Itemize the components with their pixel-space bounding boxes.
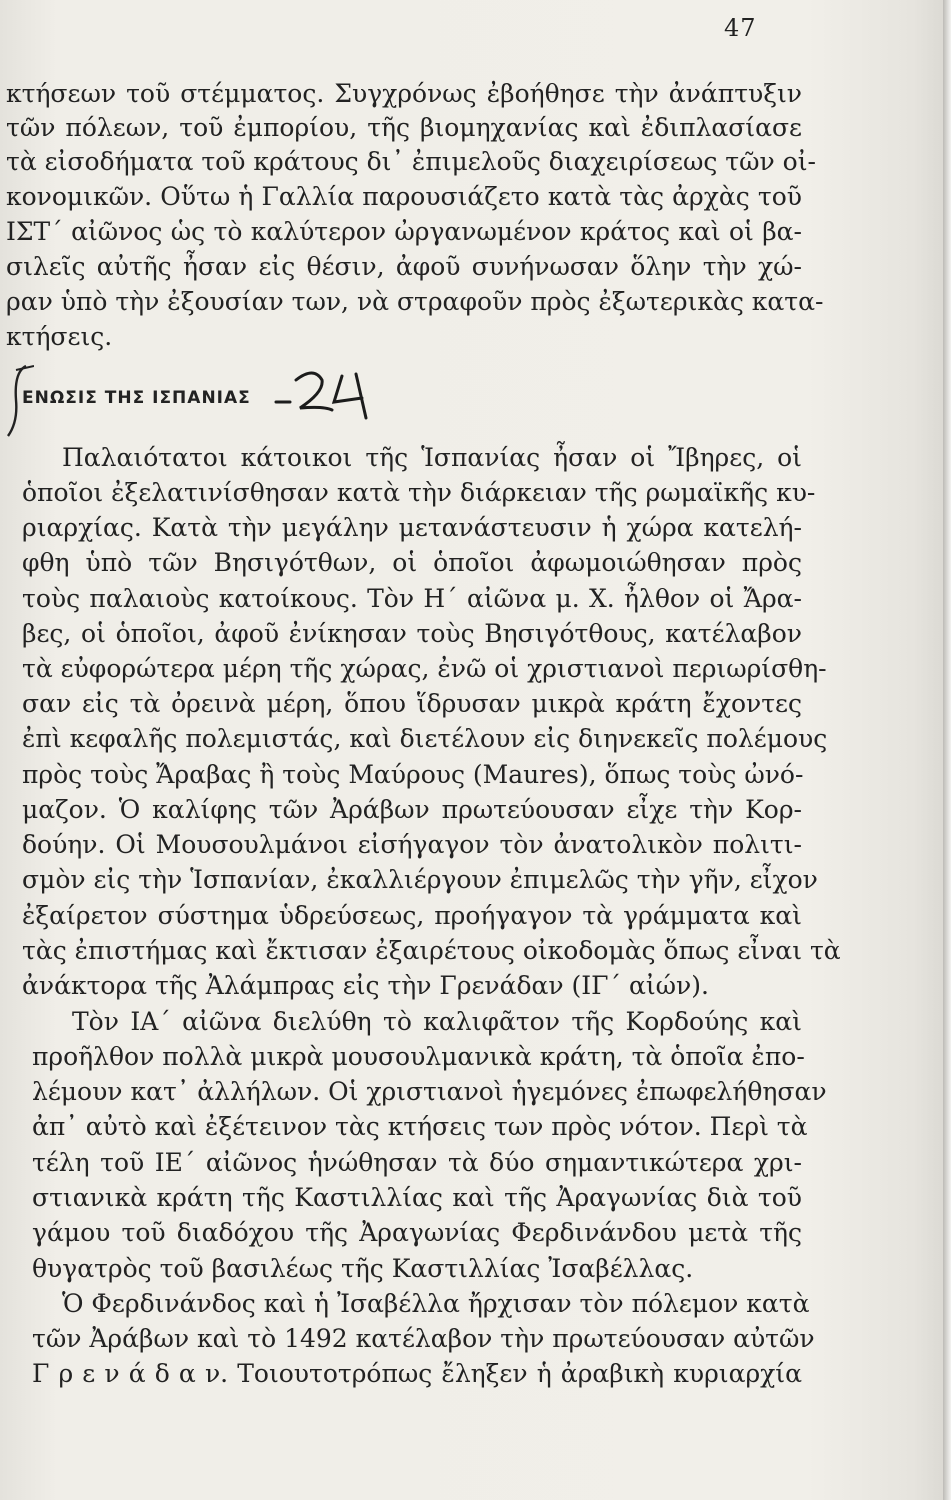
line-text: ἐξαίρετον σύστημα ὑδρεύσεως, προήγαγον τὰ γράμματα καὶ bbox=[22, 901, 802, 930]
text-line bbox=[0, 145, 951, 179]
text-line bbox=[0, 758, 951, 792]
line-text: τὰ εἰσοδήματα τοῦ κράτους δι᾿ ἐπιμελοῦς διαχειρίσεως τῶν οἰ- bbox=[6, 147, 816, 176]
text-line bbox=[0, 969, 951, 1003]
text-line bbox=[0, 320, 951, 354]
text-line bbox=[0, 899, 951, 933]
line-text: ἀνάκτορα τῆς Ἀλάμπρας εἰς τὴν Γρενάδαν (ΙΓ´ αἰών). bbox=[22, 971, 709, 1000]
text-line bbox=[0, 687, 951, 721]
text-line bbox=[0, 441, 951, 475]
line-text: σιλεῖς αὐτῆς ἦσαν εἰς θέσιν, ἀφοῦ συνήνωσαν ὅλην τὴν χώ- bbox=[6, 252, 802, 281]
page-number: 47 bbox=[724, 14, 757, 42]
text-line bbox=[0, 111, 951, 145]
text-line bbox=[0, 652, 951, 686]
text-line bbox=[0, 617, 951, 651]
text-line bbox=[0, 1216, 951, 1250]
line-text: δούην. Οἱ Μουσουλμάνοι εἰσήγαγον τὸν ἀνατολικὸν πολιτι- bbox=[22, 830, 802, 859]
text-line bbox=[0, 934, 951, 968]
section-heading: ΕΝΩΣΙΣ ΤΗΣ ΙΣΠΑΝΙΑΣ bbox=[22, 388, 251, 408]
text-line bbox=[0, 476, 951, 510]
line-text: Γ ρ ε ν ά δ α ν. Τοιουτοτρόπως ἔληξεν ἡ ἀραβικὴ κυριαρχία bbox=[32, 1359, 802, 1388]
line-text: σμὸν εἰς τὴν Ἱσπανίαν, ἐκαλλιέργουν ἐπιμελῶς τὴν γῆν, εἶχον bbox=[22, 865, 818, 894]
text-line bbox=[0, 215, 951, 249]
text-line bbox=[0, 863, 951, 897]
text-line bbox=[0, 1075, 951, 1109]
line-text: στιανικὰ κράτη τῆς Καστιλλίας καὶ τῆς Ἀραγωνίας διὰ τοῦ bbox=[32, 1183, 802, 1212]
line-text: ἀπ᾿ αὐτὸ καὶ ἐξέτεινον τὰς κτήσεις των πρὸς νότον. Περὶ τὰ bbox=[32, 1112, 808, 1141]
text-line bbox=[0, 1146, 951, 1180]
text-line bbox=[0, 77, 951, 111]
handwritten-annotation bbox=[272, 364, 382, 420]
text-line bbox=[0, 1252, 951, 1286]
line-text: σαν εἰς τὰ ὀρεινὰ μέρη, ὅπου ἵδρυσαν μικρὰ κράτη ἔχοντες bbox=[22, 689, 802, 718]
text-line bbox=[0, 511, 951, 545]
line-text: θυγατρὸς τοῦ βασιλέως τῆς Καστιλλίας Ἰσαβέλλας. bbox=[32, 1254, 694, 1283]
text-line bbox=[0, 1040, 951, 1074]
line-text: τὰς ἐπιστήμας καὶ ἔκτισαν ἐξαιρέτους οἰκοδομὰς ὅπως εἶναι τὰ bbox=[22, 936, 841, 965]
line-text: κτήσεις. bbox=[6, 322, 113, 351]
text-line bbox=[0, 285, 951, 319]
line-text: κτήσεων τοῦ στέμματος. Συγχρόνως ἐβοήθησε τὴν ἀνάπτυξιν bbox=[6, 79, 802, 108]
line-text: ριαρχίας. Κατὰ τὴν μεγάλην μετανάστευσιν ἡ χώρα κατελή- bbox=[22, 513, 802, 542]
text-line bbox=[0, 1357, 951, 1391]
text-line bbox=[0, 722, 951, 756]
line-text: τῶν Ἀράβων καὶ τὸ 1492 κατέλαβον τὴν πρωτεύουσαν αὐτῶν bbox=[32, 1324, 815, 1353]
text-line bbox=[0, 546, 951, 580]
line-text: προῆλθον πολλὰ μικρὰ μουσουλμανικὰ κράτη, τὰ ὁποῖα ἐπο- bbox=[32, 1042, 805, 1071]
text-line bbox=[0, 793, 951, 827]
line-text: ραν ὑπὸ τὴν ἐξουσίαν των, νὰ στραφοῦν πρὸς ἐξωτερικὰς κατα- bbox=[6, 287, 824, 316]
line-text: τῶν πόλεων, τοῦ ἐμπορίου, τῆς βιομηχανίας καὶ ἐδιπλασίασε bbox=[6, 113, 802, 142]
line-text: λέμουν κατ᾿ ἀλλήλων. Οἱ χριστιανοὶ ἡγεμόνες ἐπωφελήθησαν bbox=[32, 1077, 827, 1106]
line-text: βες, οἱ ὁποῖοι, ἀφοῦ ἐνίκησαν τοὺς Βησιγότθους, κατέλαβον bbox=[22, 619, 802, 648]
text-line bbox=[0, 1322, 951, 1356]
line-text: ὁποῖοι ἐξελατινίσθησαν κατὰ τὴν διάρκειαν τῆς ρωμαϊκῆς κυ- bbox=[22, 478, 816, 507]
line-text: φθη ὑπὸ τῶν Βησιγότθων, οἱ ὁποῖοι ἀφωμοιώθησαν πρὸς bbox=[22, 548, 802, 577]
line-text: τὰ εὐφορώτερα μέρη τῆς χώρας, ἐνῶ οἱ χριστιανοὶ περιωρίσθη- bbox=[22, 654, 827, 683]
text-line bbox=[0, 1181, 951, 1215]
line-text: τέλη τοῦ ΙΕ´ αἰῶνος ἡνώθησαν τὰ δύο σημαντικώτερα χρι- bbox=[32, 1148, 802, 1177]
line-text: πρὸς τοὺς Ἄραβας ἢ τοὺς Μαύρους (Maures), ὅπως τοὺς ὠνό- bbox=[22, 760, 804, 789]
line-text: κονομικῶν. Οὕτω ἡ Γαλλία παρουσιάζετο κατὰ τὰς ἀρχὰς τοῦ bbox=[6, 182, 802, 211]
line-text: ΙΣΤ´ αἰῶνος ὡς τὸ καλύτερον ὠργανωμένον κράτος καὶ οἱ βα- bbox=[6, 217, 802, 246]
text-line bbox=[0, 180, 951, 214]
line-text: τοὺς παλαιοὺς κατοίκους. Τὸν Η´ αἰῶνα μ. Χ. ἦλθον οἱ Ἄρα- bbox=[22, 584, 802, 613]
text-line bbox=[0, 1110, 951, 1144]
text-line bbox=[0, 582, 951, 616]
line-text: Ὁ Φερδινάνδος καὶ ἡ Ἰσαβέλλα ἤρχισαν τὸν πόλεμον κατὰ bbox=[62, 1289, 810, 1318]
text-line bbox=[0, 1287, 951, 1321]
line-text: ἐπὶ κεφαλῆς πολεμιστάς, καὶ διετέλουν εἰς διηνεκεῖς πολέμους bbox=[22, 724, 828, 753]
text-line bbox=[0, 828, 951, 862]
text-line bbox=[0, 1005, 951, 1039]
line-text: Παλαιότατοι κάτοικοι τῆς Ἱσπανίας ἦσαν οἱ Ἴβηρες, οἱ bbox=[62, 443, 802, 472]
line-text: Τὸν ΙΑ´ αἰῶνα διελύθη τὸ καλιφᾶτον τῆς Κορδούης καὶ bbox=[72, 1007, 802, 1036]
text-line bbox=[0, 250, 951, 284]
line-text: μαζον. Ὁ καλίφης τῶν Ἀράβων πρωτεύουσαν εἶχε τὴν Κορ- bbox=[22, 795, 802, 824]
line-text: γάμου τοῦ διαδόχου τῆς Ἀραγωνίας Φερδινάνδου μετὰ τῆς bbox=[32, 1218, 802, 1247]
